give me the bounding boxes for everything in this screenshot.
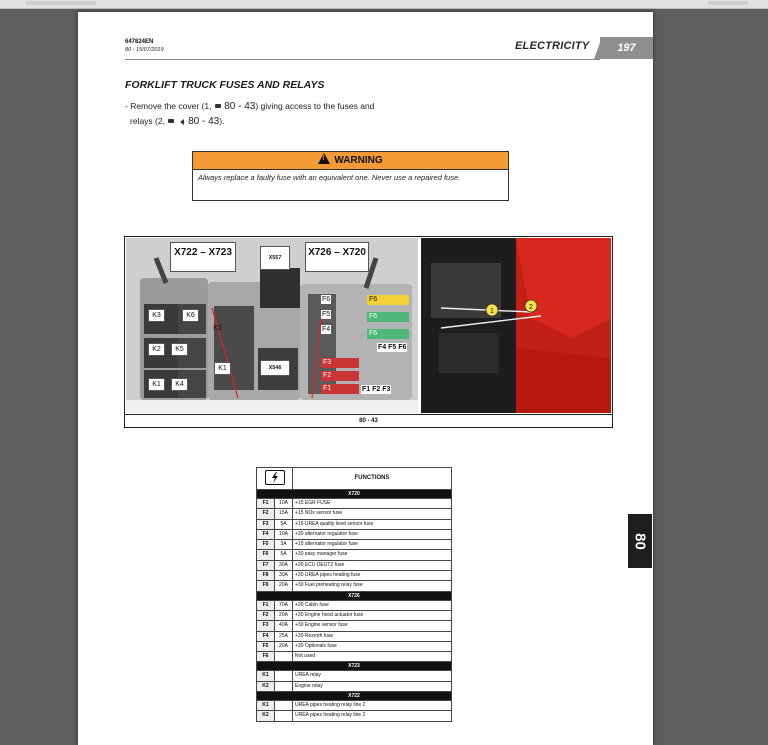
- group-name-cell: X723: [257, 662, 452, 671]
- table-row: [257, 701, 452, 711]
- fuse-id-cell: F9: [257, 581, 275, 591]
- functions-header: FUNCTIONS: [293, 468, 452, 490]
- table-row: [257, 631, 452, 641]
- description-cell: +30 alternator regulator fuse: [293, 529, 452, 539]
- fuse-id-cell: F2: [257, 610, 275, 620]
- relay-label: K5: [171, 343, 188, 356]
- fuse-f6-green: F6: [367, 329, 409, 339]
- doc-date: 80 - 15/07/2019: [125, 47, 164, 53]
- description-cell: +30 Optionals fuse: [293, 641, 452, 651]
- amperage-cell: [275, 671, 293, 681]
- table-header-row: [257, 468, 452, 490]
- instruction-line-2: [130, 116, 430, 127]
- fuse-id-cell: F1: [257, 499, 275, 509]
- warning-label: WARNING: [334, 155, 383, 166]
- instruction-line-1: [125, 101, 425, 112]
- marker-1: 1: [490, 308, 494, 315]
- chapter-number: 80: [631, 533, 649, 550]
- camera-icon: [168, 119, 174, 123]
- callout-x722-x723: X722 – X723: [170, 242, 236, 272]
- fuse-f1-red: F1: [321, 384, 359, 394]
- callout-x726-x720: X726 – X720: [305, 242, 369, 272]
- table-group-row: [257, 662, 452, 671]
- fuse-symbol-cell: [257, 468, 293, 490]
- fuse-tag: F4: [322, 326, 331, 333]
- description-cell: +15 EGR FUSE: [293, 499, 452, 509]
- table-row: [257, 641, 452, 651]
- amperage-cell: 3A: [275, 540, 293, 550]
- group-name-cell: X720: [257, 490, 452, 499]
- description-cell: +30 Engine hood actuator fuse: [293, 610, 452, 620]
- relay-label: K3: [148, 309, 165, 322]
- relay-label: K2: [213, 325, 222, 332]
- fuse-row-labels: F4 F5 F6: [378, 344, 407, 351]
- relay-label: K2: [148, 343, 165, 356]
- description-cell: +30 ECU DEUTZ fuse: [293, 560, 452, 570]
- table-row: [257, 529, 452, 539]
- fuse-row-labels: F1 F2 F3: [362, 386, 391, 393]
- relay-label: K1: [214, 362, 231, 375]
- description-cell: UREA pipes heating relay line 2: [293, 701, 452, 711]
- viewer-toolbar-item[interactable]: [26, 1, 96, 5]
- description-cell: UREA relay: [293, 671, 452, 681]
- fuse-id-cell: F1: [257, 600, 275, 610]
- amperage-cell: 25A: [275, 631, 293, 641]
- description-cell: +30 Cabin fuse: [293, 600, 452, 610]
- warning-text: Always replace a faulty fuse with an equivalent one. Never use a repaired fuse.: [198, 173, 461, 182]
- group-name-cell: X726: [257, 591, 452, 600]
- page-number: 197: [600, 37, 653, 59]
- fuse-id-cell: F3: [257, 621, 275, 631]
- figure-reference-link[interactable]: 80 - 43: [224, 101, 256, 112]
- warning-triangle-icon: [318, 153, 330, 164]
- fuse-f6-green: F6: [367, 312, 409, 322]
- description-cell: UREA pipes heating relay line 2: [293, 711, 452, 721]
- viewer-toolbar-item[interactable]: [708, 1, 748, 5]
- instruction-text: - Remove the cover (1,: [125, 101, 212, 111]
- table-row: [257, 571, 452, 581]
- fuse-id-cell: F6: [257, 652, 275, 662]
- table-row: [257, 499, 452, 509]
- fuse-id-cell: F5: [257, 641, 275, 651]
- instruction-text: relays (2,: [130, 116, 165, 126]
- viewer-toolbar: [0, 0, 768, 9]
- amperage-cell: 5A: [275, 519, 293, 529]
- arrow-left-icon: [180, 119, 184, 125]
- description-cell: +15 alternator regulator fuse: [293, 540, 452, 550]
- fuse-lightning-icon: [265, 470, 285, 485]
- description-cell: +30 Fuel preheating relay fuse: [293, 581, 452, 591]
- fuse-tag: F5: [322, 311, 331, 318]
- description-cell: Not used: [293, 652, 452, 662]
- document-page: [78, 12, 653, 745]
- fuse-f6-yellow: F6: [367, 295, 409, 305]
- amperage-cell: 20A: [275, 610, 293, 620]
- amperage-cell: 30A: [275, 560, 293, 570]
- instruction-text: ) giving access to the fuses and: [255, 101, 375, 111]
- marker-2: 2: [529, 304, 533, 311]
- description-cell: +30 UREA pipes heating fuse: [293, 571, 452, 581]
- section-title: ELECTRICITY: [515, 40, 590, 52]
- table-row: [257, 509, 452, 519]
- description-cell: +30 Engine sensor fuse: [293, 621, 452, 631]
- fuse-id-cell: K1: [257, 701, 275, 711]
- relay-label: K1: [148, 378, 165, 391]
- table-row: [257, 652, 452, 662]
- relay-label: K6: [182, 309, 199, 322]
- description-cell: +30 Rexroth fuse: [293, 631, 452, 641]
- amperage-cell: [275, 711, 293, 721]
- amperage-cell: 5A: [275, 550, 293, 560]
- amperage-cell: [275, 681, 293, 691]
- amperage-cell: 15A: [275, 509, 293, 519]
- fuse-id-cell: F3: [257, 519, 275, 529]
- fuse-id-cell: F6: [257, 550, 275, 560]
- instruction-text: ).: [219, 116, 225, 126]
- amperage-cell: 20A: [275, 581, 293, 591]
- fuse-id-cell: K2: [257, 711, 275, 721]
- amperage-cell: [275, 652, 293, 662]
- fuse-f2-red: F2: [321, 371, 359, 381]
- description-cell: +15 UREA quality level sensor fuse: [293, 519, 452, 529]
- amperage-cell: [275, 701, 293, 711]
- table-group-row: [257, 490, 452, 499]
- amperage-cell: 10A: [275, 529, 293, 539]
- fuse-id-cell: F8: [257, 571, 275, 581]
- description-cell: Engine relay: [293, 681, 452, 691]
- fuse-id-cell: F5: [257, 540, 275, 550]
- chapter-tab: [628, 514, 652, 568]
- table-row: [257, 540, 452, 550]
- table-row: [257, 519, 452, 529]
- fuse-function-table: [256, 467, 452, 722]
- fuse-id-cell: F4: [257, 631, 275, 641]
- camera-icon: [215, 104, 221, 108]
- table-row: [257, 600, 452, 610]
- fuse-tag: F6: [322, 296, 331, 303]
- amperage-cell: 10A: [275, 499, 293, 509]
- table-row: [257, 610, 452, 620]
- callout-x557: X557: [260, 246, 290, 270]
- description-cell: +15 NOx sensor fuse: [293, 509, 452, 519]
- figure-reference-link[interactable]: 80 - 43: [188, 116, 220, 127]
- table-row: [257, 671, 452, 681]
- fuse-f3-red: F3: [321, 358, 359, 368]
- table-row: [257, 550, 452, 560]
- page-title: FORKLIFT TRUCK FUSES AND RELAYS: [125, 79, 325, 91]
- description-cell: +30 easy manager fuse: [293, 550, 452, 560]
- warning-header: [193, 152, 508, 170]
- warning-box: [192, 151, 509, 201]
- doc-number: 647824EN: [125, 39, 154, 45]
- amperage-cell: 70A: [275, 600, 293, 610]
- callout-x546: X546: [260, 360, 290, 376]
- table-row: [257, 621, 452, 631]
- table-group-row: [257, 692, 452, 701]
- amperage-cell: 20A: [275, 641, 293, 651]
- figure-caption: 80 - 43: [125, 414, 612, 427]
- engine-bay-illustration: [421, 238, 611, 413]
- amperage-cell: 30A: [275, 571, 293, 581]
- fuse-id-cell: K1: [257, 671, 275, 681]
- amperage-cell: 40A: [275, 621, 293, 631]
- header-rule: [125, 59, 600, 60]
- group-name-cell: X722: [257, 692, 452, 701]
- fuse-id-cell: F7: [257, 560, 275, 570]
- table-row: [257, 560, 452, 570]
- table-group-row: [257, 591, 452, 600]
- fuse-id-cell: K2: [257, 681, 275, 691]
- relay-label: K4: [171, 378, 188, 391]
- fusebox-figure: [124, 236, 613, 428]
- fuse-id-cell: F4: [257, 529, 275, 539]
- table-row: [257, 681, 452, 691]
- table-row: [257, 581, 452, 591]
- table-row: [257, 711, 452, 721]
- engine-bay-photo: [421, 238, 611, 413]
- fuse-id-cell: F2: [257, 509, 275, 519]
